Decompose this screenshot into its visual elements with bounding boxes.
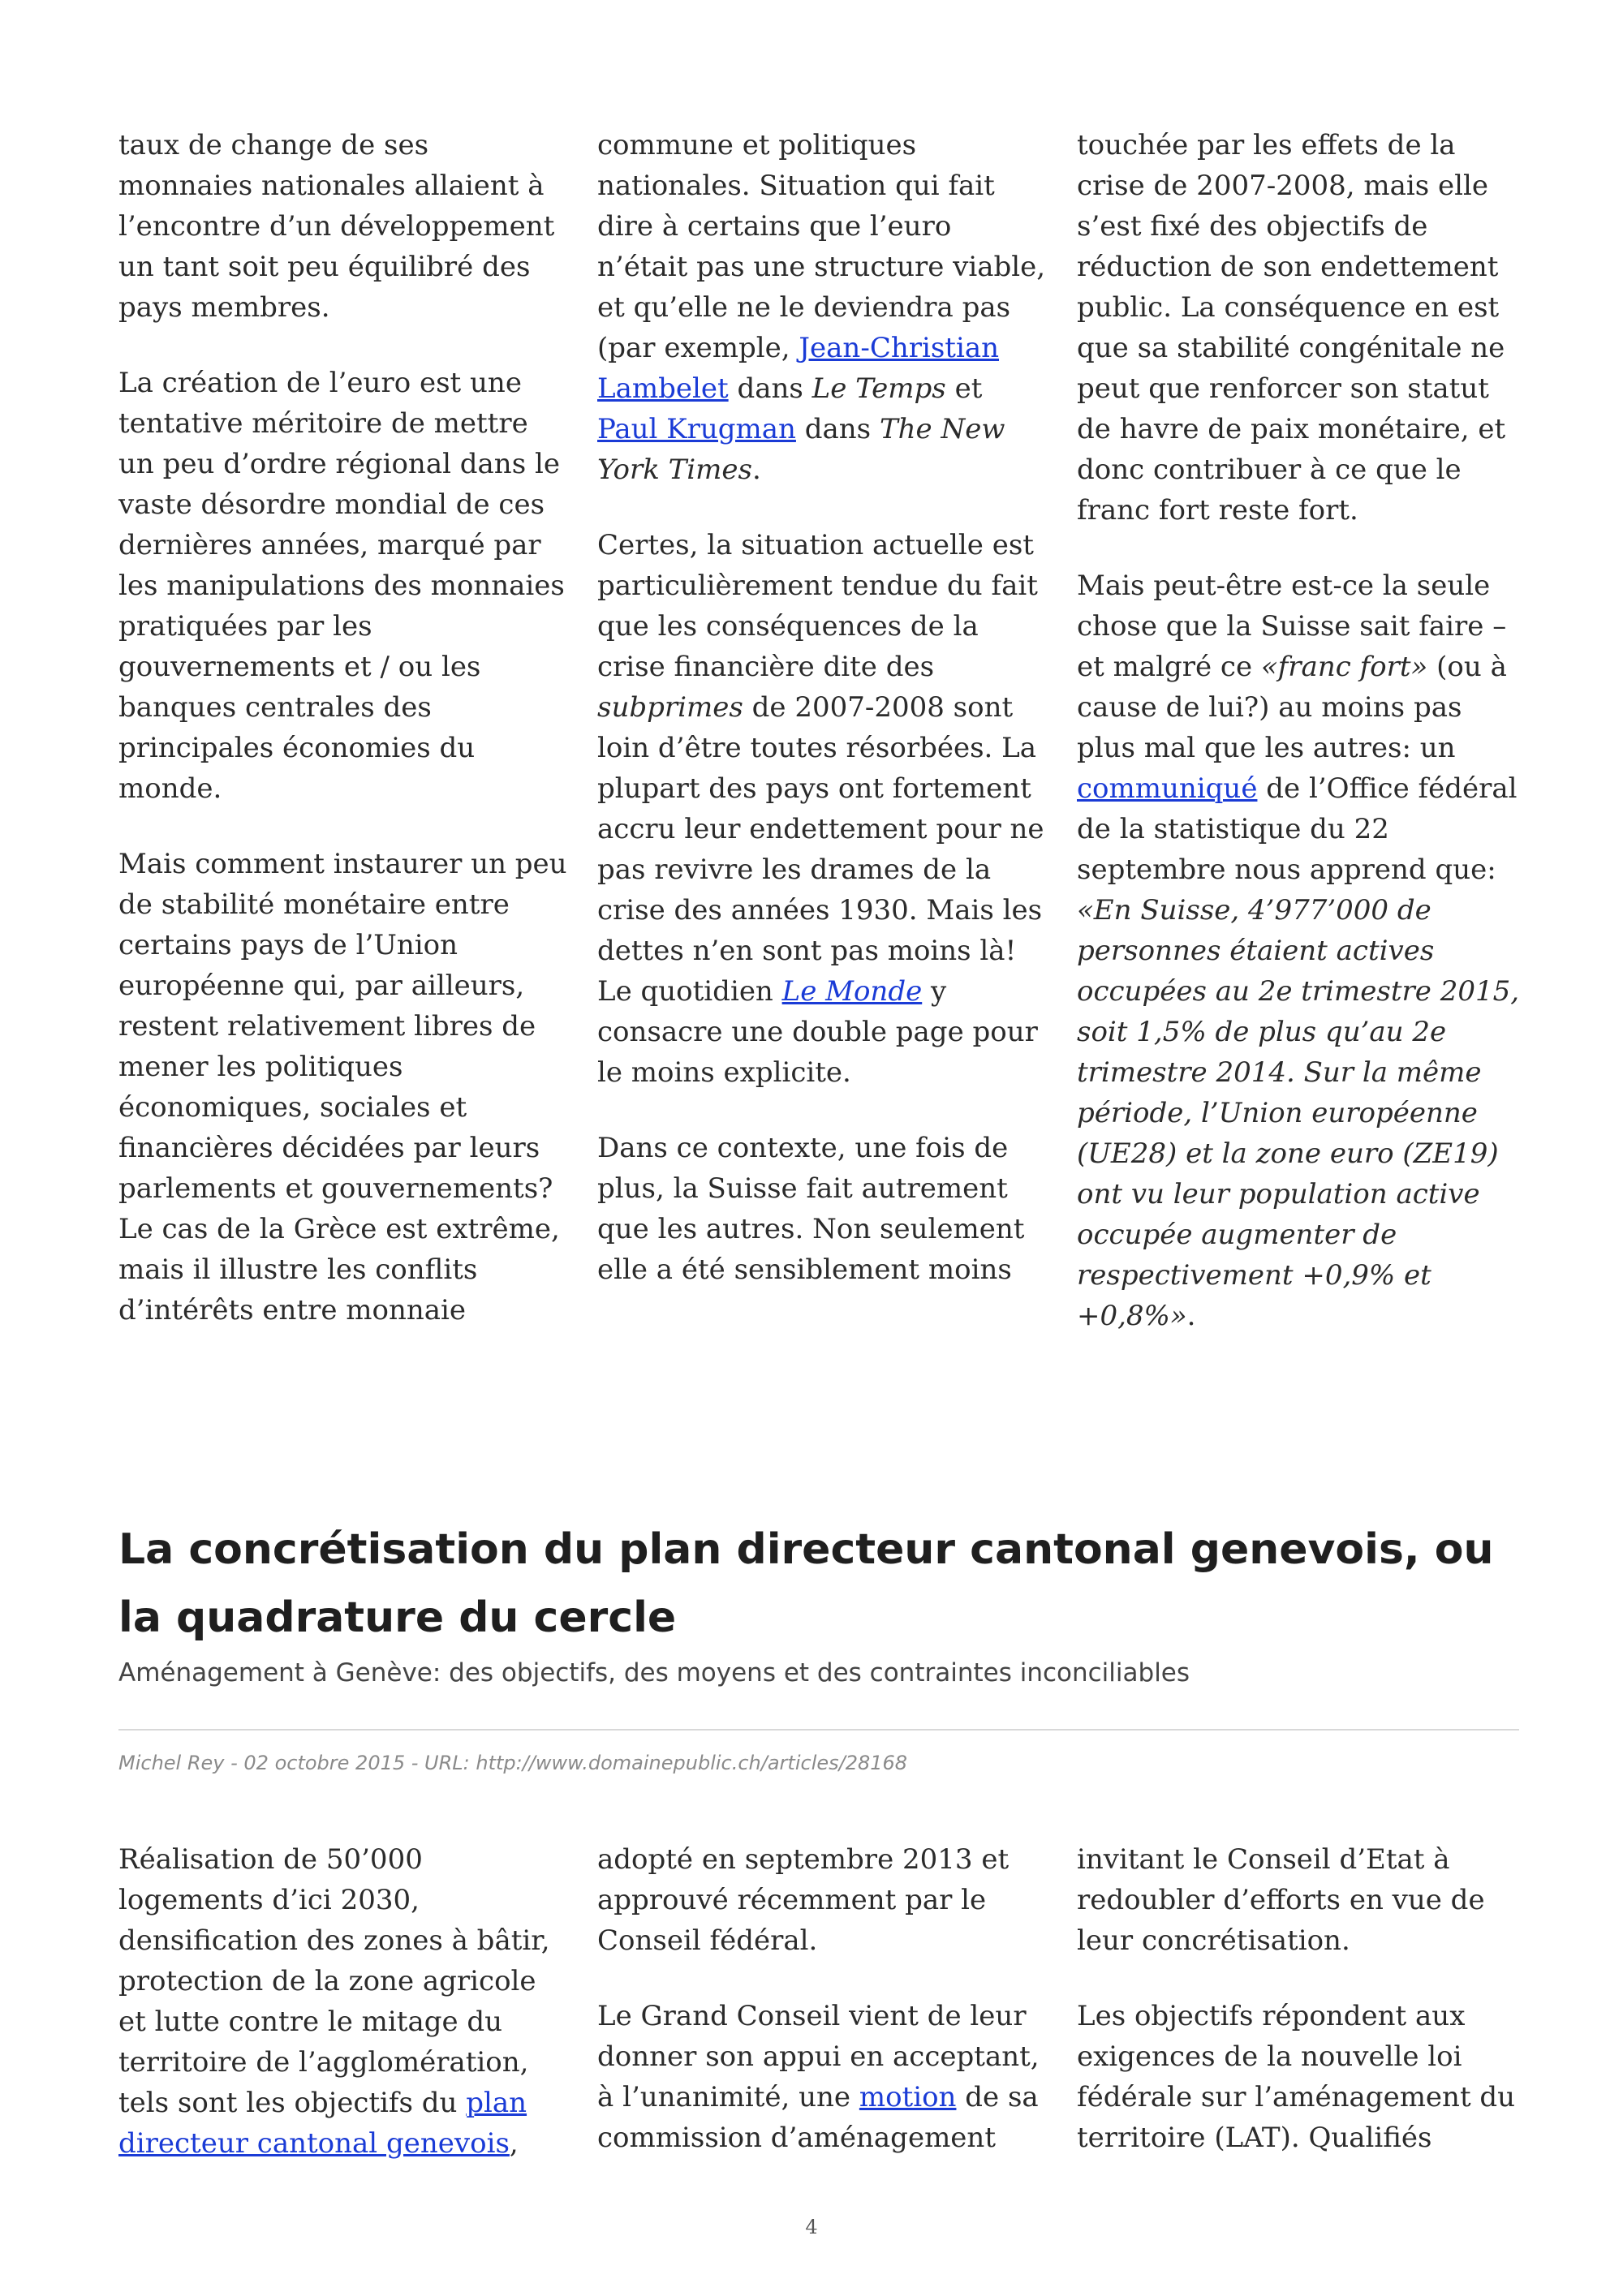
emphasis: «franc fort»	[1260, 651, 1428, 683]
text-column	[118, 1839, 569, 2164]
text-run: Mais peut-être est-ce la seule chose que la Suisse sait faire – et malgré ce	[1077, 570, 1507, 683]
paragraph	[597, 125, 1048, 490]
paragraph: taux de change de ses monnaies nationales allaient à l’encontre d’un développement un tant soit peu équilibré des pays membres.	[118, 129, 555, 324]
paragraph	[597, 525, 1048, 1093]
paragraph	[118, 1839, 569, 2164]
paragraph: Les objectifs répondent aux exigences de la nouvelle loi fédérale sur l’aménagement du territoire (LAT). Qualifiés	[1077, 2000, 1516, 2154]
paragraph: Mais comment instaurer un peu de stabilité monétaire entre certains pays de l’Union européenne qui, par ailleurs, restent relativement libres de mener les politiques économiques, sociales et financières décidées par leurs parlements et gouvernements? Le cas de la Grèce est extrême, mais il illustre les conflits d’intérêts entre monnaie	[118, 848, 567, 1326]
link-krugman[interactable]: Paul Krugman	[597, 413, 796, 445]
publication-name: The New York Times	[597, 413, 1005, 486]
text-run: de sa commission d’aménagement	[597, 2081, 1039, 2154]
text-run: (ou à cause de lui?) au moins pas plus mal que les autres: un	[1077, 651, 1507, 764]
paragraph	[1077, 565, 1527, 1336]
text-run: de l’Office fédéral de la statistique du 22 septembre nous apprend que:	[1077, 772, 1518, 886]
text-run: ,	[509, 2127, 519, 2160]
publication-name: Le Temps	[812, 372, 946, 405]
paragraph: Dans ce contexte, une fois de plus, la Suisse fait autrement que les autres. Non seulement elle a été sensiblement moins	[597, 1132, 1025, 1286]
text-run: et	[945, 372, 983, 405]
text-column	[1077, 1839, 1527, 2158]
text-run: y consacre une double page pour le moins explicite.	[597, 975, 1038, 1089]
text-run: dans	[795, 413, 880, 445]
article-subtitle: Aménagement à Genève: des objectifs, des moyens et des contraintes inconciliables	[118, 1658, 1190, 1688]
emphasis: subprimes	[597, 691, 743, 724]
quotation: «En Suisse, 4’977’000 de personnes étaient actives occupées au 2e trimestre 2015, soit 1,5% de plus qu’au 2e trimestre 2014. Sur la même période, l’Union européenne (UE28) et la zone euro (ZE19) ont vu leur population active occupée augmenter de respectivement +0,9% et +0,8%»	[1077, 894, 1520, 1332]
text-column	[1077, 125, 1527, 1336]
article-byline: Michel Rey - 02 octobre 2015 - URL: http://www.domainepublic.ch/articles/28168	[118, 1752, 908, 1774]
text-run: Réalisation de 50’000 logements d’ici 2030, densification des zones à bâtir, protection de la zone agricole et lutte contre le mitage du territoire de l’agglomération, tels sont les objectifs du	[118, 1843, 550, 2119]
link-communique[interactable]: communiqué	[1077, 772, 1258, 805]
link-plan-directeur[interactable]: plan directeur cantonal genevois	[118, 2087, 527, 2160]
paragraph	[597, 1996, 1048, 2158]
text-run: Certes, la situation actuelle est particulièrement tendue du fait que les conséquences de la crise financière dite des	[597, 529, 1038, 683]
text-run: de 2007-2008 sont loin d’être toutes résorbées. La plupart des pays ont fortement accru leur endettement pour ne pas revivre les drames de la crise des années 1930. Mais les dettes n’en sont pas moins là! Le quotidien	[597, 691, 1044, 1008]
text-column	[597, 1839, 1048, 2158]
text-run: dans	[728, 372, 812, 405]
link-motion[interactable]: motion	[859, 2081, 957, 2113]
text-run: .	[751, 454, 761, 486]
article-title: La concrétisation du plan directeur cantonal genevois, ou la quadrature du cercle	[118, 1525, 1494, 1642]
paragraph: touchée par les effets de la crise de 2007-2008, mais elle s’est fixé des objectifs de réduction de son endettement public. La conséquence en est que sa stabilité congénitale ne peut que renforcer son statut de havre de paix monétaire, et donc contribuer à ce que le franc fort reste fort.	[1077, 129, 1506, 527]
text-run: .	[1186, 1300, 1196, 1332]
text-run: commune et politiques nationales. Situation qui fait dire à certains que l’euro n’était pas une structure viable, et qu’elle ne le deviendra pas (par exemple,	[597, 129, 1046, 364]
paragraph: La création de l’euro est une tentative méritoire de mettre un peu d’ordre régional dans le vaste désordre mondial de ces dernières années, marqué par les manipulations des monnaies pratiquées par les gouvernements et / ou les banques centrales des principales économies du monde.	[118, 367, 565, 805]
text-run: Le Grand Conseil vient de leur donner son appui en acceptant, à l’unanimité, une	[597, 2000, 1040, 2113]
divider	[118, 1729, 1519, 1731]
text-column	[597, 125, 1048, 1290]
page-number: 4	[805, 2216, 818, 2238]
paragraph: invitant le Conseil d’Etat à redoubler d’efforts en vue de leur concrétisation.	[1077, 1843, 1485, 1957]
link-le-monde[interactable]: Le Monde	[781, 975, 923, 1008]
text-column	[118, 125, 569, 1331]
link-lambelet[interactable]: Jean-Christian Lambelet	[597, 332, 1000, 405]
paragraph: adopté en septembre 2013 et approuvé récemment par le Conseil fédéral.	[597, 1843, 1010, 1957]
